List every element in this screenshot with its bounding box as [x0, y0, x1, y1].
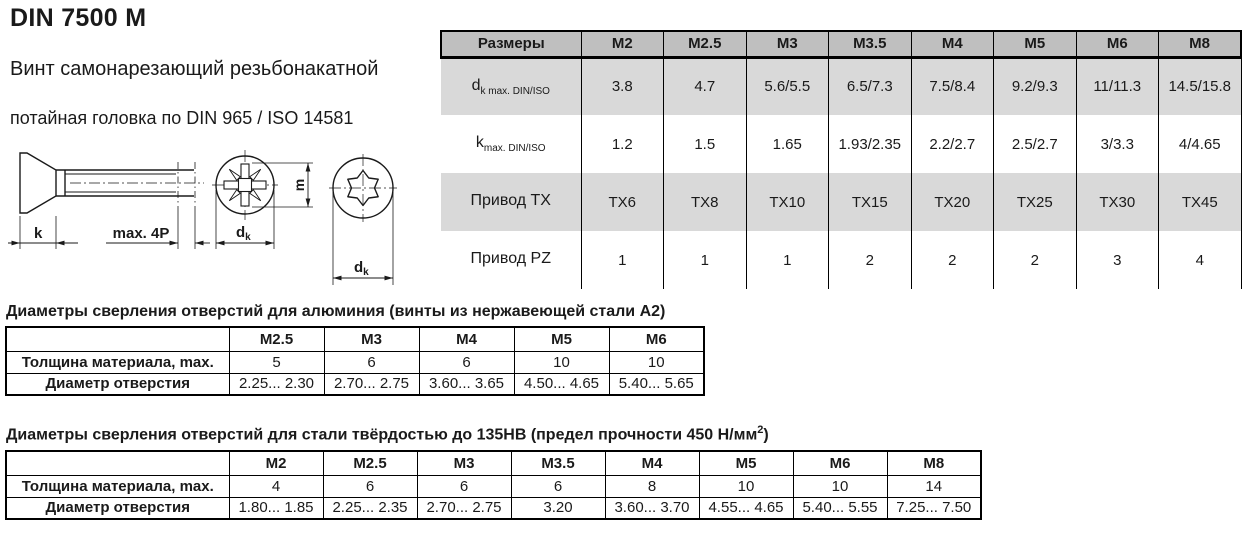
- main-table-value-cell: 14.5/15.8: [1159, 57, 1242, 115]
- dim-label-k: k: [34, 225, 43, 242]
- dimensions-table: [440, 30, 1242, 289]
- value-cell: 2.70... 2.75: [324, 373, 419, 395]
- size-col-header: M2.5: [323, 451, 417, 475]
- main-table-value-cell: 1.5: [664, 115, 747, 173]
- main-table-col-header: M2: [581, 31, 664, 57]
- size-col-header: M5: [514, 327, 609, 351]
- value-cell: 3.60... 3.70: [605, 497, 699, 519]
- main-table-value-cell: 1.93/2.35: [829, 115, 912, 173]
- main-table-value-cell: 9.2/9.3: [994, 57, 1077, 115]
- main-table-value-cell: TX20: [911, 173, 994, 231]
- main-table-value-cell: TX25: [994, 173, 1077, 231]
- steel_table-header-row: [6, 451, 981, 475]
- value-cell: 10: [793, 475, 887, 497]
- size-col-header: M3: [417, 451, 511, 475]
- steel-drilling-table: [5, 450, 982, 520]
- value-cell: 8: [605, 475, 699, 497]
- steel_table-row: [6, 475, 981, 497]
- aluminum-table-title-text: Диаметры сверления отверстий для алюминия (винты из нержавеющей стали А2): [6, 303, 666, 320]
- main-table-col-header: M5: [994, 31, 1077, 57]
- dk-subscript: k: [363, 267, 369, 278]
- aluminum-drilling-table: [5, 326, 705, 396]
- main-table-col-header: M6: [1076, 31, 1159, 57]
- main-table-value-cell: 2: [911, 231, 994, 289]
- size-col-header: M6: [793, 451, 887, 475]
- main-table-value-cell: 2: [829, 231, 912, 289]
- main-table-value-cell: 4.7: [664, 57, 747, 115]
- size-col-header: M3: [324, 327, 419, 351]
- steel-table-title: [6, 424, 769, 444]
- main-table-value-cell: 2.2/2.7: [911, 115, 994, 173]
- main-table-value-cell: 5.6/5.5: [746, 57, 829, 115]
- dim-label-m: m: [291, 178, 307, 192]
- size-col-header: M2: [229, 451, 323, 475]
- main-table-value-cell: 1: [581, 231, 664, 289]
- row-label: Толщина материала, max.: [6, 475, 229, 497]
- size-col-header: M3.5: [511, 451, 605, 475]
- main-table-row-label: [441, 57, 581, 115]
- dk-subscript: k: [245, 232, 251, 243]
- main-table-value-cell: 6.5/7.3: [829, 57, 912, 115]
- main-table-row-label: [441, 115, 581, 173]
- main-table-value-cell: 1.2: [581, 115, 664, 173]
- main-table-value-cell: 1.65: [746, 115, 829, 173]
- main-table-value-cell: 2.5/2.7: [994, 115, 1077, 173]
- main-table-value-cell: 4/4.65: [1159, 115, 1242, 173]
- value-cell: 6: [419, 351, 514, 373]
- value-cell: 5.40... 5.65: [609, 373, 704, 395]
- row-label-text: Привод PZ: [470, 250, 551, 267]
- main-table-header-row: [441, 31, 1241, 57]
- value-cell: 5: [229, 351, 324, 373]
- value-cell: 5.40... 5.55: [793, 497, 887, 519]
- dim-label-dk-pz: [236, 224, 251, 243]
- main-table-value-cell: TX30: [1076, 173, 1159, 231]
- aluminum_table-row: [6, 351, 704, 373]
- row-label: Толщина материала, max.: [6, 351, 229, 373]
- main-table-value-cell: TX15: [829, 173, 912, 231]
- dk-letter: d: [354, 259, 364, 276]
- main-table-col-header: M2.5: [664, 31, 747, 57]
- row-label: Диаметр отверстия: [6, 373, 229, 395]
- main-table-col-header: M3.5: [829, 31, 912, 57]
- main-table-value-cell: 1: [746, 231, 829, 289]
- main-table-row: [441, 115, 1241, 173]
- value-cell: 6: [323, 475, 417, 497]
- value-cell: 10: [699, 475, 793, 497]
- front-view-tx: [329, 154, 397, 285]
- row-label-subscript: k max. DIN/ISO: [480, 85, 550, 97]
- size-col-header: M2.5: [229, 327, 324, 351]
- main-table-value-cell: 4: [1159, 231, 1242, 289]
- subtitle-standard: потайная головка по DIN 965 / ISO 14581: [10, 108, 354, 128]
- main-table-row: [441, 173, 1241, 231]
- steel-table-title-suffix: ): [763, 426, 769, 444]
- size-col-header: M8: [887, 451, 981, 475]
- main-table-value-cell: TX10: [746, 173, 829, 231]
- row-label-text: k: [475, 134, 484, 151]
- main-table-col-header: Размеры: [441, 31, 581, 57]
- value-cell: 7.25... 7.50: [887, 497, 981, 519]
- dim-label-dk-tx: [354, 259, 369, 278]
- empty-corner-cell: [6, 327, 229, 351]
- main-table-value-cell: 3: [1076, 231, 1159, 289]
- value-cell: 2.25... 2.30: [229, 373, 324, 395]
- size-col-header: M4: [419, 327, 514, 351]
- main-table-row-label: [441, 173, 581, 231]
- steel_table-row: [6, 497, 981, 519]
- steel-table-title-text: Диаметры сверления отверстий для стали твёрдостью до 135HB (предел прочности 450 Н/мм: [6, 426, 758, 444]
- value-cell: 10: [609, 351, 704, 373]
- size-col-header: M4: [605, 451, 699, 475]
- screw-technical-drawing: [8, 146, 438, 298]
- value-cell: 6: [324, 351, 419, 373]
- main-table-row: [441, 231, 1241, 289]
- steel-table-title-superscript: 2: [757, 424, 764, 436]
- aluminum_table-row: [6, 373, 704, 395]
- size-col-header: M6: [609, 327, 704, 351]
- main-table-row: [441, 57, 1241, 115]
- subtitle-screw-type: Винт самонарезающий резьбонакатной: [10, 58, 379, 80]
- row-label: Диаметр отверстия: [6, 497, 229, 519]
- aluminum_table-header-row: [6, 327, 704, 351]
- value-cell: 10: [514, 351, 609, 373]
- value-cell: 1.80... 1.85: [229, 497, 323, 519]
- main-table-value-cell: 11/11.3: [1076, 57, 1159, 115]
- value-cell: 3.60... 3.65: [419, 373, 514, 395]
- main-table-row-label: [441, 231, 581, 289]
- value-cell: 6: [417, 475, 511, 497]
- front-view-pz: [212, 150, 313, 249]
- main-table-col-header: M3: [746, 31, 829, 57]
- main-table-col-header: M4: [911, 31, 994, 57]
- value-cell: 4: [229, 475, 323, 497]
- row-label-subscript: max. DIN/ISO: [483, 143, 546, 154]
- value-cell: 4.55... 4.65: [699, 497, 793, 519]
- dk-letter: d: [236, 224, 246, 241]
- aluminum-table-title: [6, 303, 665, 321]
- value-cell: 2.25... 2.35: [323, 497, 417, 519]
- main-table-value-cell: 3/3.3: [1076, 115, 1159, 173]
- row-label-text: Привод TX: [470, 192, 551, 209]
- size-col-header: M5: [699, 451, 793, 475]
- dim-label-max-4p: max. 4P: [112, 225, 170, 242]
- row-label-text: d: [471, 76, 481, 94]
- value-cell: 14: [887, 475, 981, 497]
- empty-corner-cell: [6, 451, 229, 475]
- value-cell: 6: [511, 475, 605, 497]
- main-table-value-cell: TX8: [664, 173, 747, 231]
- side-view: [8, 153, 210, 249]
- page-title: DIN 7500 M: [10, 4, 147, 32]
- value-cell: 3.20: [511, 497, 605, 519]
- main-table-value-cell: 3.8: [581, 57, 664, 115]
- main-table-value-cell: 7.5/8.4: [911, 57, 994, 115]
- value-cell: 4.50... 4.65: [514, 373, 609, 395]
- value-cell: 2.70... 2.75: [417, 497, 511, 519]
- main-table-value-cell: TX45: [1159, 173, 1242, 231]
- main-table-col-header: M8: [1159, 31, 1242, 57]
- main-table-value-cell: 2: [994, 231, 1077, 289]
- main-table-value-cell: 1: [664, 231, 747, 289]
- main-table-value-cell: TX6: [581, 173, 664, 231]
